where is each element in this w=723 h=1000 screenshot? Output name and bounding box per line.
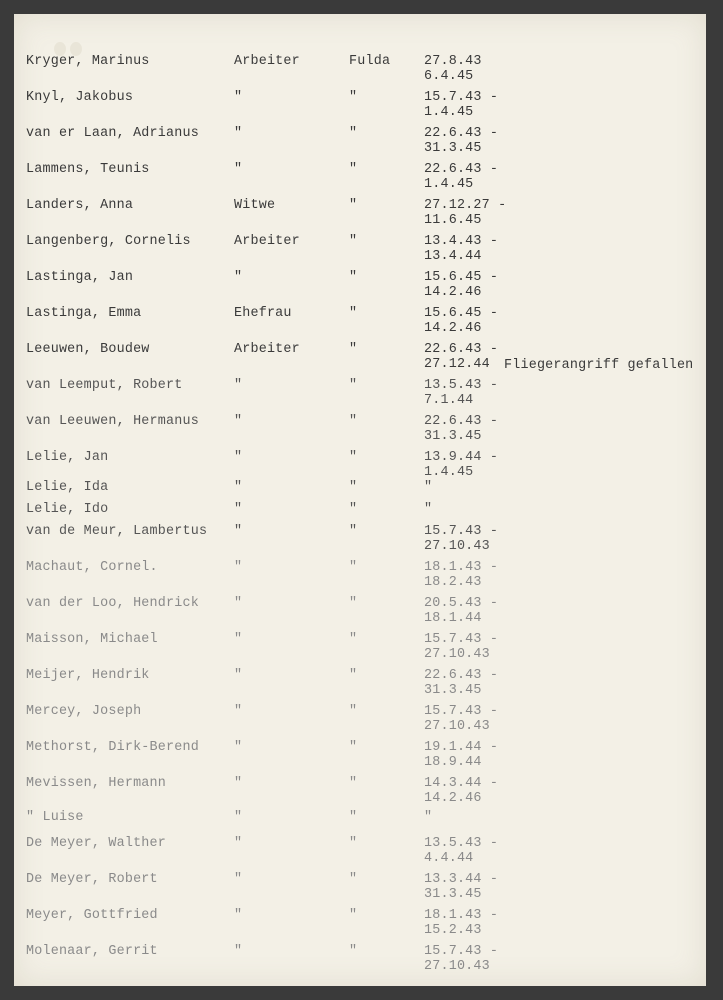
entry-occupation: Witwe [234,198,276,213]
entry-dates [424,524,498,555]
entry-date-from: 15.7.43 - [424,704,499,719]
list-item [14,560,706,594]
entry-name: Lammens, Teunis [26,162,150,177]
entry-dates [424,414,498,445]
entry-occupation: " [234,776,243,791]
entry-dates [424,810,432,825]
entry-date-from: 18.1.43 - [424,560,499,575]
list-item [14,872,706,906]
entry-occupation: Arbeiter [234,54,300,69]
list-item [14,90,706,124]
entry-date-to: 31.3.45 [424,141,482,156]
entry-date-to: 27.10.43 [424,539,490,554]
entry-dates [424,270,498,301]
entry-occupation: " [234,560,243,575]
entry-date-from: 14.3.44 - [424,776,499,791]
entry-name: Lastinga, Emma [26,306,142,321]
entry-dates [424,162,498,193]
entry-place: " [349,596,358,611]
entry-name: De Meyer, Walther [26,836,167,851]
list-item [14,162,706,196]
entry-date-from: 13.5.43 - [424,836,499,851]
list-item [14,270,706,304]
entry-name: van er Laan, Adrianus [26,126,199,141]
entry-dates [424,944,498,975]
entry-place: " [349,126,358,141]
entry-place: " [349,162,358,177]
entry-date-from: 22.6.43 - [424,126,499,141]
entry-date-to: 1.4.45 [424,177,474,192]
entry-name: Meijer, Hendrik [26,668,150,683]
entry-name: Lelie, Ida [26,480,109,495]
entry-date-from: 22.6.43 - [424,414,499,429]
entry-occupation: " [234,378,243,393]
entry-name: van Leeuwen, Hermanus [26,414,199,429]
entry-place: " [349,872,358,887]
document-page [14,14,706,986]
entry-dates [424,836,498,867]
entry-date-from: 27.8.43 [424,54,482,69]
list-item [14,740,706,774]
entry-date-to: 1.4.45 [424,465,474,480]
list-item [14,306,706,340]
entry-place: " [349,414,358,429]
entry-dates [424,668,498,699]
entry-date-to: 27.10.43 [424,959,490,974]
entry-date-to: 18.1.44 [424,611,482,626]
entry-date-to: 27.10.43 [424,647,490,662]
entry-dates [424,126,498,157]
entry-name: Molenaar, Gerrit [26,944,158,959]
list-item [14,776,706,810]
entry-name: Landers, Anna [26,198,134,213]
entry-dates [424,90,498,121]
entry-date-to: 27.10.43 [424,719,490,734]
entry-occupation: " [234,836,243,851]
entry-dates [424,740,498,771]
entry-dates [424,502,432,517]
entry-place: " [349,234,358,249]
entry-date-from: " [424,502,433,517]
entry-occupation: " [234,126,243,141]
entry-place: " [349,502,358,517]
entry-date-to: 14.2.46 [424,285,482,300]
entry-dates [424,560,498,591]
entry-date-from: 22.6.43 - [424,668,499,683]
entry-date-to: 31.3.45 [424,887,482,902]
entry-name: Lelie, Jan [26,450,109,465]
list-item [14,378,706,412]
entry-date-from: 15.7.43 - [424,90,499,105]
entry-name: van de Meur, Lambertus [26,524,208,539]
entry-dates [424,342,498,373]
entry-date-to: 6.4.45 [424,69,474,84]
entry-dates [424,198,506,229]
list-item [14,596,706,630]
entry-occupation: " [234,162,243,177]
entry-dates [424,872,498,903]
entry-date-from: " [424,810,433,825]
entry-name: Langenberg, Cornelis [26,234,191,249]
entry-dates [424,378,498,409]
entry-date-from: " [424,480,433,495]
entry-date-from: 22.6.43 - [424,162,499,177]
entry-date-from: 15.7.43 - [424,944,499,959]
entry-date-to: 18.2.43 [424,575,482,590]
entry-occupation: " [234,502,243,517]
list-item [14,342,706,376]
entry-place: " [349,810,358,825]
entry-occupation: " [234,596,243,611]
list-item [14,836,706,870]
list-item [14,450,706,484]
entry-occupation: Ehefrau [234,306,292,321]
entry-name: Meyer, Gottfried [26,908,158,923]
entry-name: Knyl, Jakobus [26,90,134,105]
entry-date-from: 19.1.44 - [424,740,499,755]
list-item [14,908,706,942]
entry-name: Lastinga, Jan [26,270,134,285]
entry-occupation: " [234,270,243,285]
entry-dates [424,908,498,939]
entry-place: " [349,836,358,851]
entry-name: Lelie, Ido [26,502,109,517]
entry-occupation: " [234,480,243,495]
entry-date-from: 13.3.44 - [424,872,499,887]
entry-date-from: 27.12.27 - [424,198,507,213]
entry-name: " Luise [26,810,84,825]
entry-date-from: 13.4.43 - [424,234,499,249]
entry-place: " [349,740,358,755]
entry-date-to: 4.4.44 [424,851,474,866]
list-item [14,54,706,88]
entry-date-from: 15.6.45 - [424,270,499,285]
entry-dates [424,54,482,85]
entry-dates [424,776,498,807]
entry-date-to: 7.1.44 [424,393,474,408]
entry-occupation: " [234,810,243,825]
entry-name: Mevissen, Hermann [26,776,167,791]
entry-place: " [349,524,358,539]
entry-occupation: " [234,668,243,683]
entry-dates [424,632,498,663]
entry-name: Mercey, Joseph [26,704,142,719]
entry-place: " [349,198,358,213]
entry-place: " [349,480,358,495]
entry-dates [424,596,498,627]
entry-name: Methorst, Dirk-Berend [26,740,199,755]
entry-name: van der Loo, Hendrick [26,596,199,611]
entry-note: Fliegerangriff gefallen [504,358,694,373]
entry-occupation: " [234,414,243,429]
list-item [14,414,706,448]
list-item [14,126,706,160]
entry-place: " [349,560,358,575]
entry-date-to: 18.9.44 [424,755,482,770]
entry-date-from: 22.6.43 - [424,342,499,357]
entry-place: Fulda [349,54,391,69]
entry-place: " [349,908,358,923]
entry-date-from: 18.1.43 - [424,908,499,923]
entry-date-to: 13.4.44 [424,249,482,264]
entry-date-to: 27.12.44 [424,357,490,372]
entry-name: Leeuwen, Boudew [26,342,150,357]
entry-date-to: 15.2.43 [424,923,482,938]
entry-place: " [349,378,358,393]
entry-date-to: 31.3.45 [424,683,482,698]
entry-occupation: " [234,524,243,539]
entry-place: " [349,632,358,647]
entry-occupation: " [234,740,243,755]
entry-name: Machaut, Cornel. [26,560,158,575]
entry-occupation: " [234,908,243,923]
entry-occupation: " [234,632,243,647]
entry-date-to: 31.3.45 [424,429,482,444]
entry-place: " [349,270,358,285]
entry-occupation: " [234,704,243,719]
entry-occupation: " [234,944,243,959]
entry-place: " [349,306,358,321]
entry-dates [424,234,498,265]
entry-place: " [349,704,358,719]
entry-date-to: 11.6.45 [424,213,482,228]
entry-date-from: 15.7.43 - [424,524,499,539]
entry-name: van Leemput, Robert [26,378,183,393]
list-item [14,234,706,268]
entry-occupation: " [234,450,243,465]
entry-place: " [349,668,358,683]
entry-date-from: 13.9.44 - [424,450,499,465]
entry-date-to: 1.4.45 [424,105,474,120]
list-item [14,632,706,666]
list-item [14,198,706,232]
entry-place: " [349,342,358,357]
entry-dates [424,480,432,495]
entry-name: De Meyer, Robert [26,872,158,887]
entry-date-from: 20.5.43 - [424,596,499,611]
entry-place: " [349,90,358,105]
list-item [14,944,706,978]
list-item [14,668,706,702]
entry-name: Kryger, Marinus [26,54,150,69]
entry-occupation: Arbeiter [234,234,300,249]
entry-date-from: 15.7.43 - [424,632,499,647]
list-item [14,704,706,738]
entry-occupation: Arbeiter [234,342,300,357]
entry-dates [424,306,498,337]
entry-occupation: " [234,872,243,887]
entry-place: " [349,944,358,959]
entry-date-to: 14.2.46 [424,791,482,806]
entry-date-from: 15.6.45 - [424,306,499,321]
entry-dates [424,704,498,735]
entry-date-to: 14.2.46 [424,321,482,336]
entry-place: " [349,776,358,791]
entry-date-from: 13.5.43 - [424,378,499,393]
list-item [14,524,706,558]
entry-occupation: " [234,90,243,105]
entry-dates [424,450,498,481]
entry-place: " [349,450,358,465]
entry-name: Maisson, Michael [26,632,158,647]
